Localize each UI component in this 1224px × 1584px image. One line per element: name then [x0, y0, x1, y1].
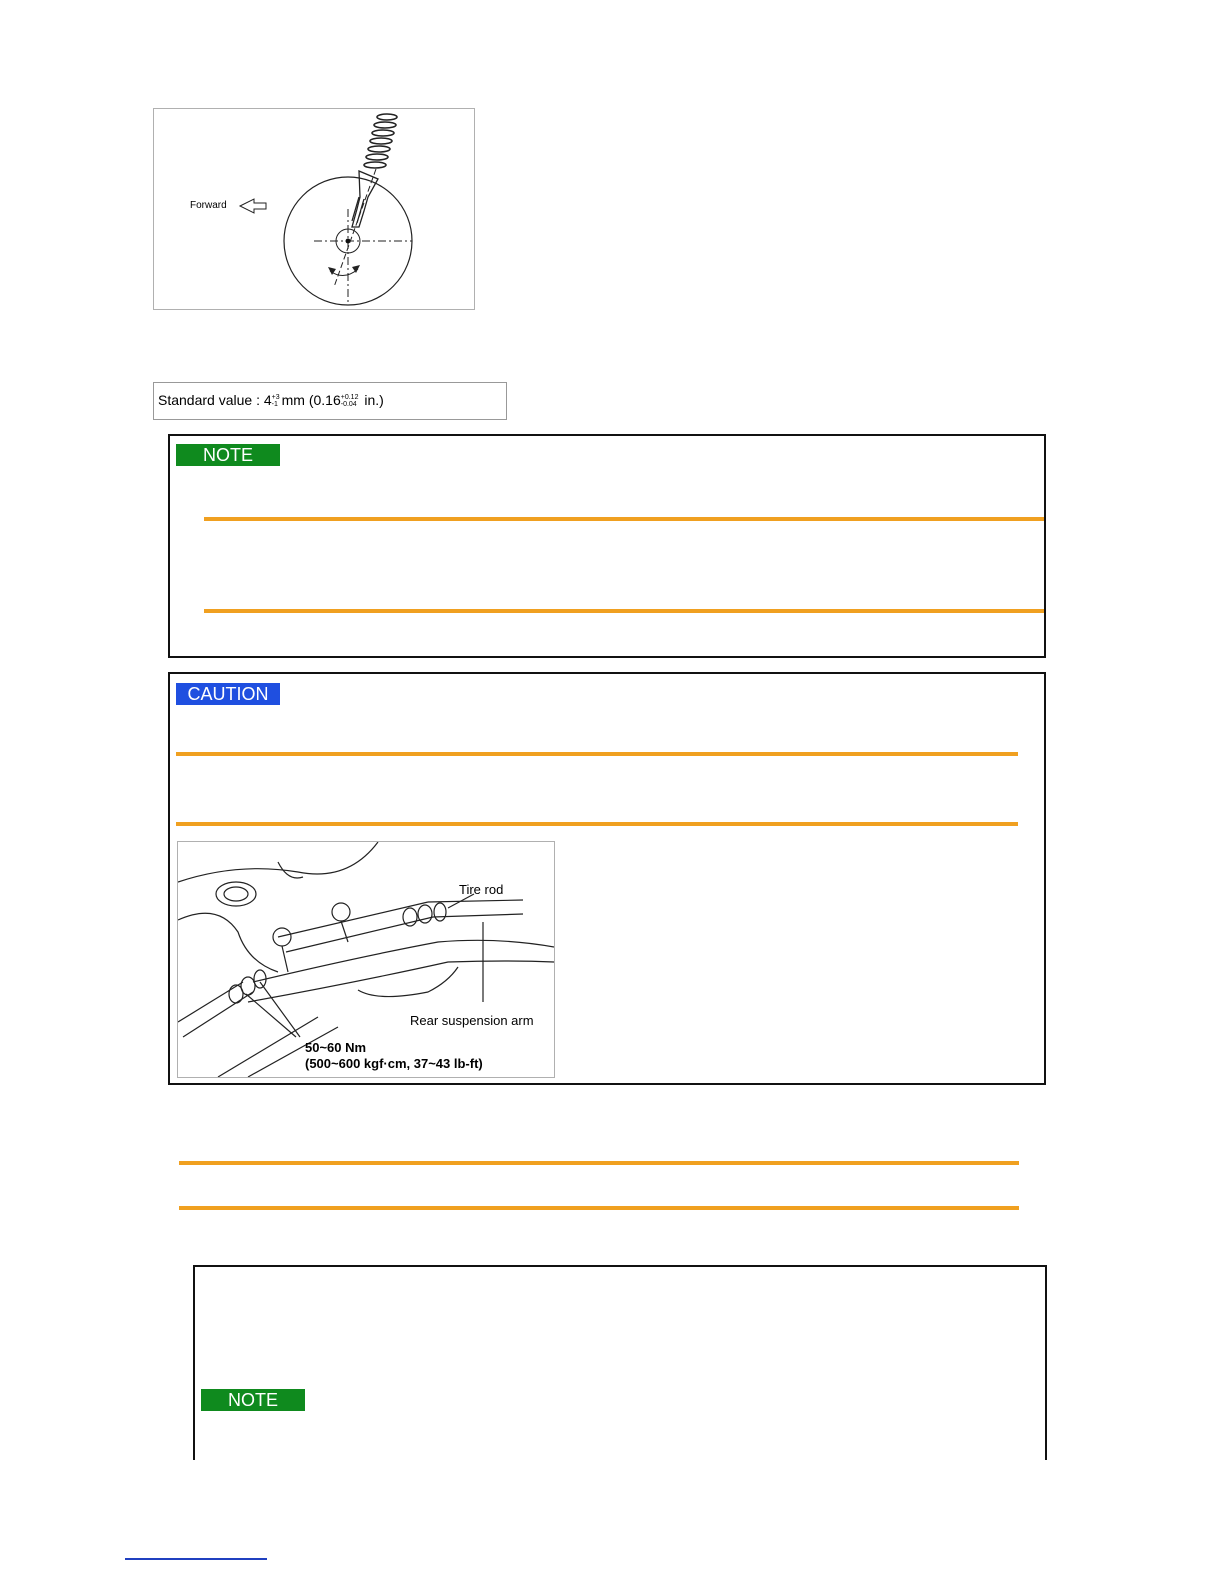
in-unit: in.) [364, 392, 384, 408]
lock-nut-1 [403, 908, 417, 926]
note-box-2 [193, 1265, 1047, 1460]
torque-leader-1 [246, 994, 296, 1037]
standard-value-label: Standard value : 4 [158, 392, 272, 408]
bushing-top [216, 882, 256, 906]
section-rule-top [179, 1161, 1019, 1165]
arm-bracket [358, 967, 458, 997]
in-tol-plus: +0.12 [340, 394, 359, 402]
hub-center [346, 239, 351, 244]
forward-arrow-icon [240, 199, 266, 213]
lock-nut-4 [241, 977, 255, 995]
rear-suspension-arm-label: Rear suspension arm [410, 1013, 534, 1028]
standard-value-box [153, 382, 507, 420]
mm-unit: mm (0.16 [281, 392, 341, 408]
caution-rule-top [176, 752, 1018, 756]
torque-leader-2 [260, 982, 300, 1037]
note-box-1 [168, 434, 1046, 658]
lock-nut-2 [418, 905, 432, 923]
caution-box [168, 672, 1046, 1085]
caution-badge: CAUTION [176, 683, 280, 705]
in-tol-minus: -0.04 [340, 401, 357, 409]
note-badge-2: NOTE [201, 1389, 305, 1411]
torque-line-1: 50~60 Nm [305, 1040, 367, 1055]
torque-line-2: (500~600 kgf·cm, 37~43 lb-ft) [305, 1056, 483, 1071]
caution-rule-bottom [176, 822, 1018, 826]
section-rule-bottom [179, 1206, 1019, 1210]
note-badge-1: NOTE [176, 444, 280, 466]
mm-tolerance [272, 394, 280, 408]
note-1-rule-top [204, 517, 1044, 521]
ball-joint-1 [273, 928, 291, 946]
in-tolerance [341, 394, 359, 408]
strut-spring [364, 114, 397, 168]
footer-link-underline[interactable] [125, 1558, 267, 1560]
mm-tol-minus: -1 [271, 401, 278, 409]
wheel-diagram-figure [153, 108, 475, 310]
tie-rod-figure [177, 841, 555, 1078]
body-panel [178, 913, 278, 972]
forward-label: Forward [190, 200, 227, 211]
ball-joint-2 [332, 903, 350, 921]
note-1-rule-bottom [204, 609, 1044, 613]
tie-rod-label: Tire rod [459, 882, 504, 897]
mm-tol-plus: +3 [271, 394, 280, 402]
tie-rod-upper-top [278, 902, 428, 937]
torque-spec [305, 1040, 483, 1072]
